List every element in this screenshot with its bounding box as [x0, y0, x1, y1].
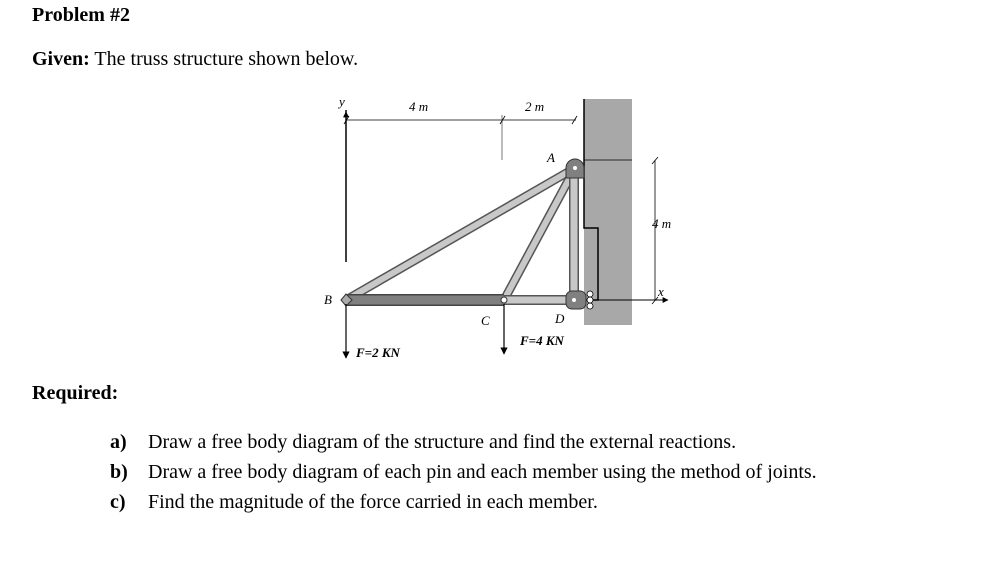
roller-3: [587, 303, 593, 309]
dimension-label-4m-right: 4 m: [652, 216, 672, 231]
node-label-d: D: [555, 311, 565, 326]
required-marker-b: b): [110, 461, 128, 483]
required-text-b: Draw a free body diagram of each pin and each member using the method of joints.: [148, 461, 817, 483]
dimension-label-4m-top: 4 m: [409, 99, 429, 114]
problem-title: Problem #2: [32, 4, 130, 26]
required-marker-a: a): [110, 431, 127, 453]
node-label-c: C: [481, 313, 490, 328]
roller-2: [587, 297, 593, 303]
required-item-b: [110, 457, 817, 487]
required-title: Required:: [32, 382, 119, 404]
roller-1: [587, 291, 593, 297]
given-label: Given:: [32, 48, 90, 70]
required-text-c: Find the magnitude of the force carried in each member.: [148, 491, 598, 513]
required-item-a: [110, 427, 817, 457]
required-item-c: [110, 487, 817, 517]
force-label-c: F=4 KN: [520, 333, 564, 348]
node-label-b: B: [324, 292, 332, 307]
pin-d: [572, 298, 576, 302]
axis-x-label: x: [658, 284, 664, 299]
axis-y-label: y: [339, 94, 345, 109]
pin-a: [573, 166, 577, 170]
required-marker-c: c): [110, 491, 126, 513]
given-text: The truss structure shown below.: [94, 48, 359, 70]
force-label-b: F=2 KN: [356, 345, 400, 360]
required-text-a: Draw a free body diagram of the structure and find the external reactions.: [148, 431, 737, 453]
dimension-label-2m: 2 m: [525, 99, 545, 114]
required-list: [110, 427, 817, 517]
node-label-a: A: [547, 150, 555, 165]
pin-c: [501, 297, 507, 303]
